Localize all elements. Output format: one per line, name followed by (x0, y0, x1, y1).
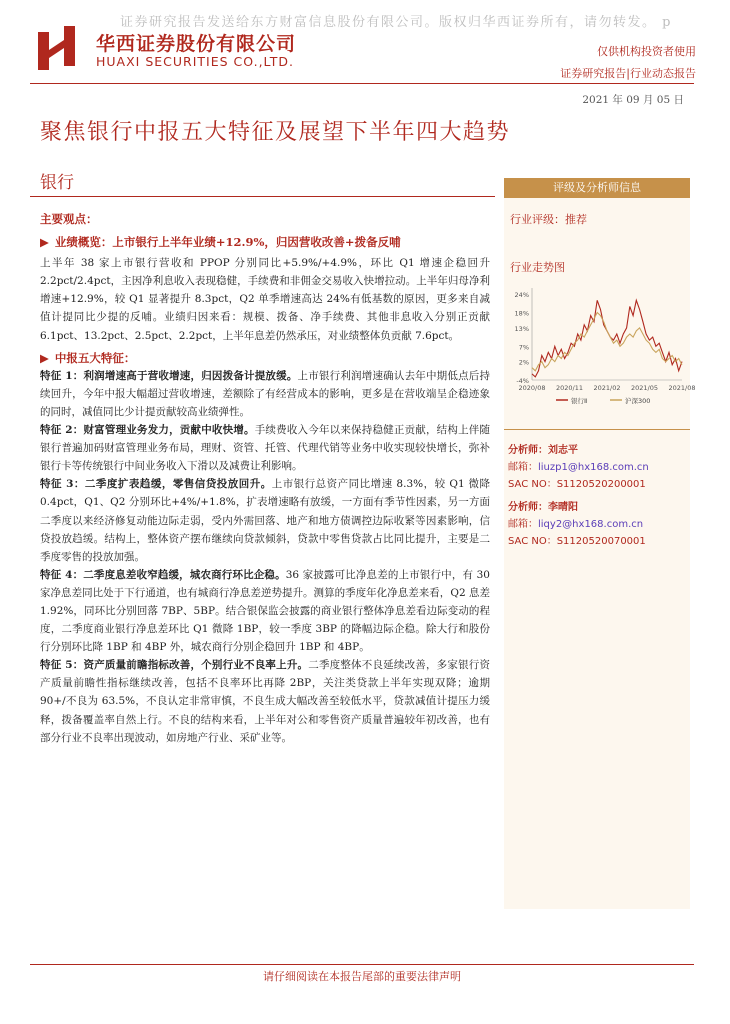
x-tick-label: 2021/08 (668, 384, 696, 392)
analyst-card (508, 442, 649, 493)
feature-paragraph (40, 566, 490, 656)
main-content (40, 210, 490, 747)
feature-paragraph (40, 421, 490, 475)
feature-heading: 特征 3：二季度扩表趋缓，零售信贷投放回升。 (40, 478, 272, 491)
document-type: 证券研究报告|行业动态报告 (560, 67, 696, 80)
analyst-sac: SAC NO：S1120520200001 (508, 479, 646, 490)
x-tick-label: 2021/05 (630, 384, 659, 392)
analyst-card (508, 499, 646, 550)
footer-divider (30, 964, 694, 965)
analyst-email-row (508, 516, 646, 533)
x-tick-label: 2020/11 (555, 384, 584, 392)
feature-heading: 特征 2：财富管理业务发力，贡献中收快增。 (40, 424, 255, 437)
analyst-sac: SAC NO：S1120520070001 (508, 536, 646, 547)
email-label: 邮箱： (508, 462, 538, 473)
sector-label: 银行 (40, 173, 74, 193)
sidebar (504, 178, 696, 909)
company-name-cn: 华西证券股份有限公司 (96, 33, 297, 55)
trend-chart-label: 行业走势图 (510, 261, 565, 274)
header-divider (30, 83, 694, 84)
analyst-email[interactable]: liqy2@hx168.com.cn (538, 519, 644, 530)
feature-heading: 特征 1：利润增速高于营收增速，归因拨备计提放缓。 (40, 369, 298, 382)
triangle-bullet-icon: ▶ (40, 235, 49, 250)
analyst-name: 分析师：李晴阳 (508, 502, 578, 513)
feature-heading: 特征 5：资产质量前瞻指标改善，个别行业不良率上升。 (40, 659, 309, 672)
feature-heading: 特征 4：二季度息差收窄趋缓，城农商行环比企稳。 (40, 568, 286, 581)
feature-text: 二季度整体不良延续改善，多家银行资产质量前瞻性指标继续改善，包括不良率环比再降 2BP，关注类贷款上半年实现双降；逾期 90+/不良为 63.5%，不良认定非常审慎，不良生成大幅改善至较低水平，贷款减值计提压力缓释，拨备覆盖率自然上行。不良的结构来看，上半年对公和零售资产质量普遍较年初改善，也有部分行业不良率出现波动，如房地产行业、采矿业等。 (40, 659, 490, 744)
sector-divider (30, 196, 495, 197)
y-tick-label: 24% (514, 291, 529, 300)
legend-label: 银行Ⅱ (571, 397, 588, 405)
audience-note: 仅供机构投资者使用 (597, 45, 696, 58)
feature-text: 手续费收入今年以来保持稳健正贡献，结构上伴随银行普遍加码财富管理业务布局，理财、资管、托管、代理代销等业务中收实现较快增长，弥补银行卡等传统银行中间业务收入下滑以及减费让利影响。 (40, 424, 490, 473)
company-name-en: HUAXI SECURITIES CO.,LTD. (96, 54, 295, 69)
feature-text: 36 家披露可比净息差的上市银行中，有 30 家净息差同比处于下行通道，也有城商行净息差逆势提升。测算的季度年化净息差来看，Q2 息差 1.92%，同环比分别回落 7BP、5BP。结合银保监会披露的商业银行整体净息差看边际变动的程度，二季度商业银行净息差环比 Q1 微降 1BP，较一季度 3BP 的降幅边际企稳。除大行和股份行分别环比降 1BP 和 4BP 外，城农商行分别企稳回升 1BP 和 4BP。 (40, 568, 490, 654)
analyst-name: 分析师：刘志平 (508, 445, 578, 456)
y-tick-label: 2% (518, 358, 529, 367)
legal-footer: 请仔细阅读在本报告尾部的重要法律声明 (263, 970, 461, 983)
section-1-text: 上半年 38 家上市银行营收和 PPOP 分别同比+5.9%/+4.9%，环比 Q1 增速企稳回升 2.2pct/2.4pct，主因净利息收入表现稳健，手续费和非佣金交易收入快增拉动。上半年归母净利增速+12.9%，较 Q1 显著提升 8.3pct，Q2 单季增速高达 24%有低基数的原因，更多来自减值计提同比少提的反哺。业绩归因来看：规模、拨备、净手续费、其他非息收入分别正贡献 6.1pct、13.2pct、2.5pct、2.2pct，上半年息差仍然承压，对业绩整体负贡献 7.6pct。 (40, 257, 490, 342)
x-tick-label: 2021/02 (593, 384, 621, 392)
main-heading: 主要观点： (40, 212, 98, 226)
report-title: 聚焦银行中报五大特征及展望下半年四大趋势 (40, 120, 511, 145)
feature-text: 上市银行总资产同比增速 8.3%，较 Q1 微降 0.4pct，Q1、Q2 分别环比+4%/+1.8%，扩表增速略有放缓，一方面有季节性因素，另一方面二季度以来经济修复动能边际走弱，受内外需回落、地产和地方债调控边际收紧等因素影响，信贷投放趋缓。结构上，整体资产摆布继续向贷款倾斜，贷款中零售贷款占比同比提升，主要是二季度零售的投放加强。 (40, 478, 490, 563)
feature-paragraph (40, 475, 490, 565)
x-tick-label: 2020/08 (518, 384, 546, 392)
section-2-title (40, 349, 490, 367)
sidebar-header: 评级及分析师信息 (504, 178, 690, 198)
report-date: 2021 年 09 月 05 日 (582, 94, 684, 106)
analyst-email-row (508, 459, 649, 476)
legend-label: 沪深300 (625, 397, 651, 405)
section-1-title (40, 233, 490, 251)
y-tick-label: 13% (514, 324, 529, 333)
email-label: 邮箱： (508, 519, 538, 530)
company-logo (38, 26, 80, 70)
trend-chart (504, 282, 696, 410)
series-line (532, 300, 682, 377)
watermark: 证券研究报告发送给东方财富信息股份有限公司。版权归华西证券所有，请勿转发。 p (120, 15, 672, 30)
y-tick-label: 18% (514, 309, 529, 318)
y-tick-label: -4% (516, 377, 529, 385)
feature-text: 上市银行利润增速确认去年中期低点后持续回升，今年中报大幅超过营收增速，差额除了有经营成本的影响，更多是在营收端呈企稳迹象的同时，减值同比少计提贡献较高业绩弹性。 (40, 369, 490, 418)
feature-paragraph (40, 367, 490, 421)
industry-rating: 行业评级：推荐 (510, 213, 587, 226)
triangle-bullet-icon: ▶ (40, 350, 49, 365)
section-1-title-text: 业绩概览：上市银行上半年业绩+12.9%，归因营收改善+拨备反哺 (54, 235, 401, 250)
feature-paragraph (40, 656, 490, 746)
section-2-title-text: 中报五大特征： (54, 350, 136, 365)
sidebar-divider (504, 429, 690, 430)
y-tick-label: 7% (518, 343, 529, 352)
analyst-email[interactable]: liuzp1@hx168.com.cn (538, 462, 649, 473)
series-line (532, 313, 682, 371)
